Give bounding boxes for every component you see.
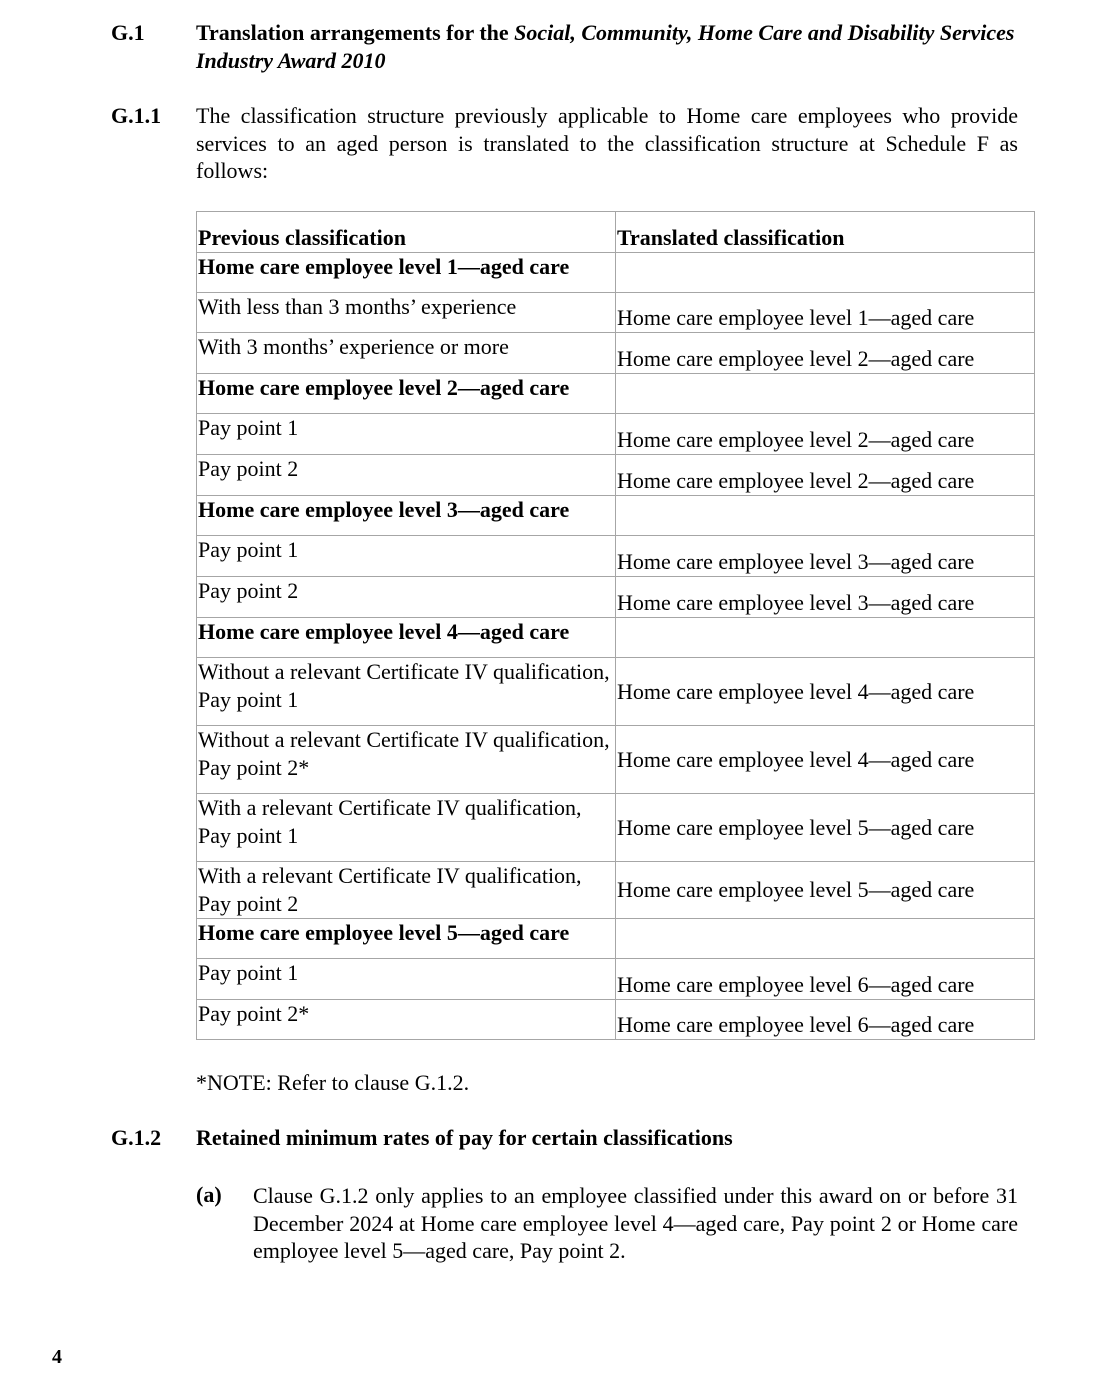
translated-classification-cell: Home care employee level 5—aged care <box>616 794 1035 862</box>
translated-classification-cell: Home care employee level 5—aged care <box>616 862 1035 919</box>
translated-classification-cell: Home care employee level 2—aged care <box>616 414 1035 455</box>
previous-classification-cell: Pay point 1 <box>197 414 616 455</box>
translated-classification-cell: Home care employee level 6—aged care <box>616 1000 1035 1040</box>
table-group-row <box>197 496 1035 536</box>
clause-number-g1: G.1 <box>111 20 145 45</box>
table-row <box>197 414 1035 455</box>
group-heading-cell: Home care employee level 4—aged care <box>197 618 616 658</box>
table-row <box>197 726 1035 794</box>
previous-classification-cell: Without a relevant Certificate IV qualification, Pay point 1 <box>197 658 616 726</box>
previous-classification-cell: With a relevant Certificate IV qualification, Pay point 1 <box>197 794 616 862</box>
item-text-a: Clause G.1.2 only applies to an employee classified under this award on or before 31 December 2024 at Home care employee level 4—aged care, Pay point 2 or Home care employee level 5—aged care, Pay point 2. <box>253 1183 1018 1263</box>
header-previous: Previous classification <box>197 212 616 253</box>
translated-classification-cell: Home care employee level 1—aged care <box>616 293 1035 333</box>
translated-classification-cell: Home care employee level 4—aged care <box>616 726 1035 794</box>
previous-classification-cell: Without a relevant Certificate IV qualification, Pay point 2* <box>197 726 616 794</box>
table-row <box>197 293 1035 333</box>
clause-heading-g1 <box>196 19 1018 75</box>
group-heading-cell: Home care employee level 5—aged care <box>197 919 616 959</box>
previous-classification-cell: With a relevant Certificate IV qualification, Pay point 2 <box>197 862 616 919</box>
previous-classification-cell: Pay point 1 <box>197 959 616 1000</box>
clause-heading-g12: Retained minimum rates of pay for certain classifications <box>196 1125 733 1150</box>
item-label-a: (a) <box>196 1182 222 1207</box>
table-group-row <box>197 919 1035 959</box>
table-row <box>197 455 1035 496</box>
group-heading-cell: Home care employee level 1—aged care <box>197 253 616 293</box>
previous-classification-cell: Pay point 2 <box>197 455 616 496</box>
clause-number-g11: G.1.1 <box>111 103 162 128</box>
table-row <box>197 794 1035 862</box>
translated-classification-cell: Home care employee level 4—aged care <box>616 658 1035 726</box>
heading-award-name: Social, Community, Home Care and Disability Services Industry Award 2010 <box>196 20 1015 73</box>
previous-classification-cell: Pay point 2 <box>197 577 616 618</box>
table-row <box>197 1000 1035 1040</box>
previous-classification-cell: Pay point 2* <box>197 1000 616 1040</box>
group-heading-cell: Home care employee level 2—aged care <box>197 374 616 414</box>
clause-text-g11: The classification structure previously applicable to Home care employees who provide services to an aged person is translated to the classification structure at Schedule F as follows: <box>196 103 1018 183</box>
table-row <box>197 959 1035 1000</box>
table-row <box>197 658 1035 726</box>
table-row <box>197 862 1035 919</box>
translated-classification-cell <box>616 374 1035 414</box>
table-group-row <box>197 253 1035 293</box>
translated-classification-cell: Home care employee level 2—aged care <box>616 333 1035 374</box>
group-heading-cell: Home care employee level 3—aged care <box>197 496 616 536</box>
table-row <box>197 333 1035 374</box>
heading-plain: Translation arrangements for the <box>196 20 515 45</box>
header-translated: Translated classification <box>616 212 1035 253</box>
translated-classification-cell <box>616 919 1035 959</box>
table-note: *NOTE: Refer to clause G.1.2. <box>196 1070 470 1095</box>
previous-classification-cell: Pay point 1 <box>197 536 616 577</box>
classification-translation-table <box>196 211 1035 1040</box>
translated-classification-cell: Home care employee level 3—aged care <box>616 577 1035 618</box>
table-row <box>197 536 1035 577</box>
translated-classification-cell <box>616 618 1035 658</box>
previous-classification-cell: With less than 3 months’ experience <box>197 293 616 333</box>
table-row <box>197 577 1035 618</box>
table-group-row <box>197 618 1035 658</box>
clause-number-g12: G.1.2 <box>111 1125 162 1150</box>
page-number: 4 <box>52 1346 62 1368</box>
translated-classification-cell: Home care employee level 2—aged care <box>616 455 1035 496</box>
table-header-row <box>197 212 1035 253</box>
previous-classification-cell: With 3 months’ experience or more <box>197 333 616 374</box>
translated-classification-cell: Home care employee level 6—aged care <box>616 959 1035 1000</box>
translated-classification-cell: Home care employee level 3—aged care <box>616 536 1035 577</box>
translated-classification-cell <box>616 253 1035 293</box>
table-group-row <box>197 374 1035 414</box>
translated-classification-cell <box>616 496 1035 536</box>
